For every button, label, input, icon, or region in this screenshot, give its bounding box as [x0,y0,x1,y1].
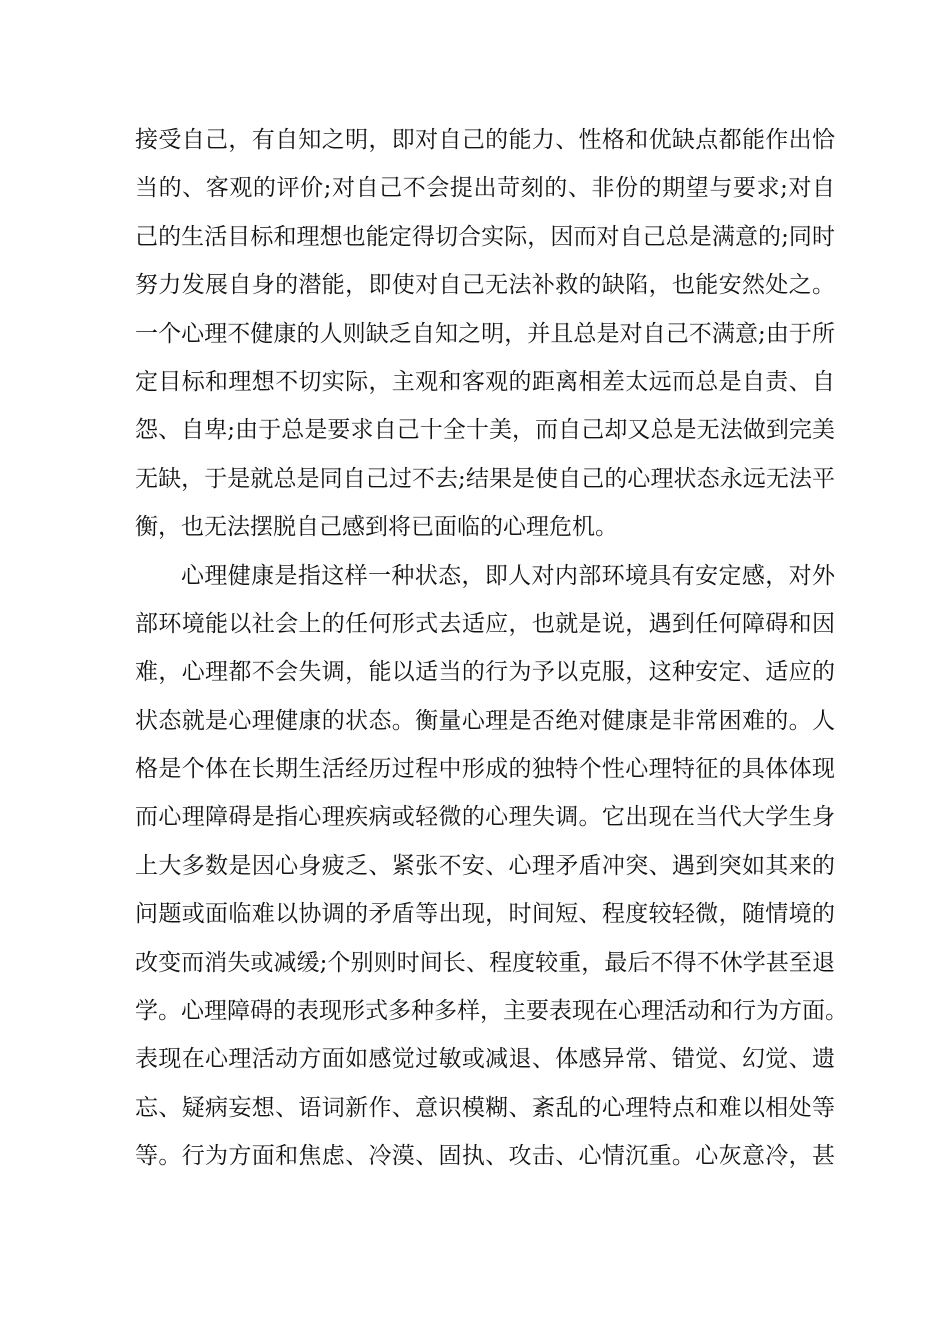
text-line: 改变而消失或减缓;个别则时间长、程度较重，最后不得不休学甚至退 [135,949,835,976]
paragraph-last-line: 衡，也无法摆脱自己感到将已面临的心理危机。 [135,514,618,541]
text-line: 当的、客观的评价;对自己不会提出苛刻的、非份的期望与要求;对自 [135,175,835,202]
body-text [135,116,848,1181]
text-line: 表现在心理活动方面如感觉过敏或减退、体感异常、错觉、幻觉、遗 [135,1046,835,1073]
text-line: 努力发展自身的潜能，即使对自己无法补救的缺陷，也能安然处之。 [135,272,835,299]
text-line: 上大多数是因心身疲乏、紧张不安、心理矛盾冲突、遇到突如其来的 [135,852,835,879]
text-line: 定目标和理想不切实际，主观和客观的距离相差太远而总是自责、自 [135,368,835,395]
text-line: 怨、自卑;由于总是要求自己十全十美，而自己却又总是无法做到完美 [135,417,835,444]
text-line: 而心理障碍是指心理疾病或轻微的心理失调。它出现在当代大学生身 [135,804,835,831]
text-line: 等。行为方面和焦虑、冷漠、固执、攻击、心情沉重。心灰意冷，甚 [135,1143,835,1170]
text-line: 一个心理不健康的人则缺乏自知之明，并且总是对自己不满意;由于所 [135,320,835,347]
text-line: 问题或面临难以协调的矛盾等出现，时间短、程度较轻微，随情境的 [135,901,835,928]
text-line: 格是个体在长期生活经历过程中形成的独特个性心理特征的具体体现 [135,756,835,783]
text-line: 部环境能以社会上的任何形式去适应，也就是说，遇到任何障碍和因 [135,610,835,637]
text-line: 己的生活目标和理想也能定得切合实际，因而对自己总是满意的;同时 [135,223,835,250]
text-line: 状态就是心理健康的状态。衡量心理是否绝对健康是非常困难的。人 [135,707,835,734]
text-line: 难，心理都不会失调，能以适当的行为予以克服，这种安定、适应的 [135,659,835,686]
text-line: 学。心理障碍的表现形式多种多样，主要表现在心理活动和行为方面。 [135,998,848,1025]
text-line: 忘、疑病妄想、语词新作、意识模糊、紊乱的心理特点和难以相处等 [135,1094,835,1121]
paragraph-first-line: 心理健康是指这样一种状态，即人对内部环境具有安定感，对外 [181,562,835,589]
text-line: 无缺，于是就总是同自己过不去;结果是使自己的心理状态永远无法平 [135,465,835,492]
text-line: 接受自己，有自知之明，即对自己的能力、性格和优缺点都能作出恰 [135,127,835,153]
